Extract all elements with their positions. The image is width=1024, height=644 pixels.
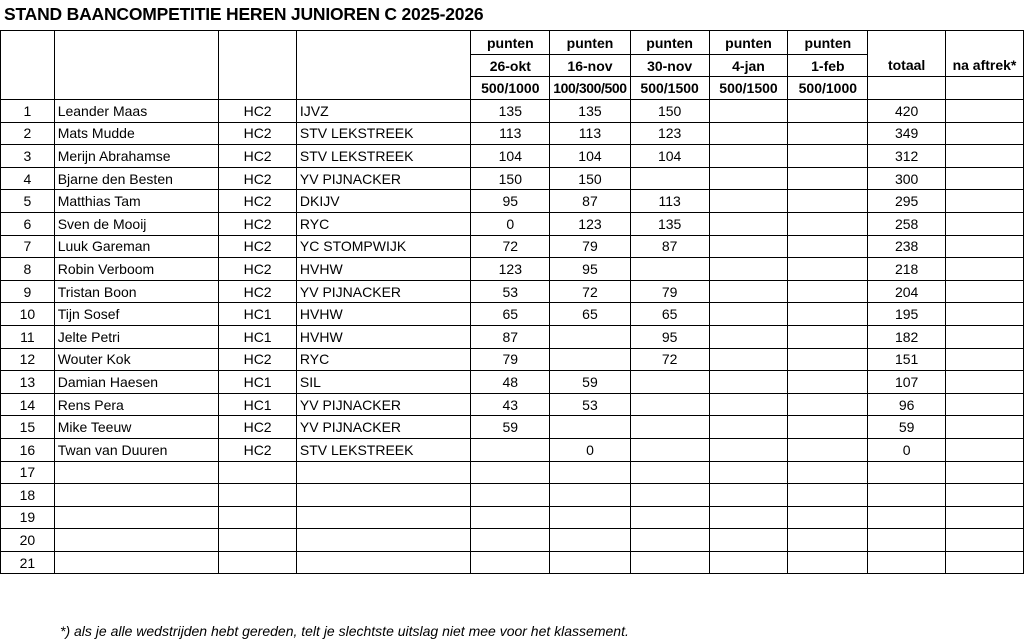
points-cell	[709, 348, 788, 371]
points-cell	[709, 235, 788, 258]
points-cell: 123	[550, 212, 630, 235]
rank-cell: 21	[1, 551, 55, 574]
class-cell: HC1	[219, 371, 297, 394]
points-cell	[709, 484, 788, 507]
na-aftrek-cell	[945, 212, 1023, 235]
header-totaal: totaal	[868, 55, 946, 77]
na-aftrek-cell	[945, 461, 1023, 484]
points-cell	[471, 461, 550, 484]
points-cell: 79	[550, 235, 630, 258]
points-cell	[471, 438, 550, 461]
na-aftrek-cell	[945, 438, 1023, 461]
points-cell	[788, 529, 868, 552]
rank-cell: 7	[1, 235, 55, 258]
points-cell	[709, 461, 788, 484]
table-row	[1, 280, 1024, 303]
class-cell	[219, 461, 297, 484]
name-cell: Leander Maas	[54, 100, 219, 123]
header-row-distances	[1, 77, 1024, 100]
club-cell	[296, 506, 470, 529]
table-row	[1, 551, 1024, 574]
points-cell	[550, 461, 630, 484]
points-cell: 59	[550, 371, 630, 394]
points-cell: 135	[550, 100, 630, 123]
na-aftrek-cell	[945, 167, 1023, 190]
header-empty	[868, 31, 946, 55]
rank-cell: 6	[1, 212, 55, 235]
points-cell	[709, 190, 788, 213]
table-row	[1, 122, 1024, 145]
points-cell: 79	[630, 280, 709, 303]
class-cell: HC2	[219, 235, 297, 258]
class-cell: HC2	[219, 416, 297, 439]
header-date: 30-nov	[630, 55, 709, 77]
points-cell: 87	[550, 190, 630, 213]
club-cell	[296, 551, 470, 574]
class-cell: HC2	[219, 145, 297, 168]
club-cell: IJVZ	[296, 100, 470, 123]
header-empty	[296, 55, 470, 77]
class-cell: HC2	[219, 190, 297, 213]
na-aftrek-cell	[945, 145, 1023, 168]
name-cell: Bjarne den Besten	[54, 167, 219, 190]
total-cell: 107	[868, 371, 946, 394]
points-cell	[630, 167, 709, 190]
na-aftrek-cell	[945, 100, 1023, 123]
table-row	[1, 100, 1024, 123]
sheet-title: STAND BAANCOMPETITIE HEREN JUNIOREN C 2025-2026	[4, 4, 484, 24]
points-cell: 123	[630, 122, 709, 145]
na-aftrek-cell	[945, 348, 1023, 371]
header-distance: 500/1500	[709, 77, 788, 100]
points-cell: 72	[550, 280, 630, 303]
points-cell	[709, 303, 788, 326]
total-cell: 420	[868, 100, 946, 123]
total-cell: 300	[868, 167, 946, 190]
name-cell: Wouter Kok	[54, 348, 219, 371]
table-row	[1, 416, 1024, 439]
class-cell: HC2	[219, 438, 297, 461]
points-cell	[788, 348, 868, 371]
points-cell	[788, 506, 868, 529]
class-cell	[219, 484, 297, 507]
points-cell: 95	[630, 325, 709, 348]
class-cell: HC1	[219, 393, 297, 416]
points-cell	[630, 393, 709, 416]
points-cell: 43	[471, 393, 550, 416]
points-cell: 65	[471, 303, 550, 326]
total-cell	[868, 461, 946, 484]
points-cell	[630, 461, 709, 484]
class-cell: HC2	[219, 348, 297, 371]
points-cell: 113	[471, 122, 550, 145]
header-date: 4-jan	[709, 55, 788, 77]
header-row-dates	[1, 55, 1024, 77]
points-cell	[788, 167, 868, 190]
rank-cell: 4	[1, 167, 55, 190]
points-cell: 79	[471, 348, 550, 371]
na-aftrek-cell	[945, 371, 1023, 394]
header-punten: punten	[709, 31, 788, 55]
na-aftrek-cell	[945, 280, 1023, 303]
points-cell: 135	[471, 100, 550, 123]
points-cell	[709, 258, 788, 281]
header-empty	[1, 31, 55, 55]
points-cell	[788, 416, 868, 439]
points-cell: 150	[630, 100, 709, 123]
total-cell: 238	[868, 235, 946, 258]
name-cell: Twan van Duuren	[54, 438, 219, 461]
na-aftrek-cell	[945, 529, 1023, 552]
rank-cell: 15	[1, 416, 55, 439]
rank-cell: 18	[1, 484, 55, 507]
club-cell: STV LEKSTREEK	[296, 438, 470, 461]
points-cell: 95	[471, 190, 550, 213]
points-cell	[709, 122, 788, 145]
total-cell: 182	[868, 325, 946, 348]
header-empty	[219, 31, 297, 55]
na-aftrek-cell	[945, 235, 1023, 258]
class-cell: HC1	[219, 325, 297, 348]
name-cell	[54, 506, 219, 529]
rank-cell: 1	[1, 100, 55, 123]
header-punten: punten	[630, 31, 709, 55]
rank-cell: 13	[1, 371, 55, 394]
club-cell: SIL	[296, 371, 470, 394]
table-row	[1, 506, 1024, 529]
points-cell	[788, 190, 868, 213]
table-row	[1, 461, 1024, 484]
class-cell: HC1	[219, 303, 297, 326]
header-empty	[219, 55, 297, 77]
points-cell	[709, 551, 788, 574]
header-punten: punten	[550, 31, 630, 55]
name-cell: Merijn Abrahamse	[54, 145, 219, 168]
header-punten: punten	[471, 31, 550, 55]
header-distance: 500/1000	[788, 77, 868, 100]
club-cell: STV LEKSTREEK	[296, 122, 470, 145]
class-cell: HC2	[219, 212, 297, 235]
points-cell: 104	[630, 145, 709, 168]
points-cell	[709, 529, 788, 552]
points-cell: 87	[630, 235, 709, 258]
class-cell: HC2	[219, 100, 297, 123]
points-cell	[788, 393, 868, 416]
points-cell: 53	[550, 393, 630, 416]
points-cell: 104	[471, 145, 550, 168]
points-cell: 113	[550, 122, 630, 145]
name-cell	[54, 529, 219, 552]
name-cell: Tristan Boon	[54, 280, 219, 303]
na-aftrek-cell	[945, 416, 1023, 439]
total-cell: 151	[868, 348, 946, 371]
na-aftrek-cell	[945, 393, 1023, 416]
header-date: 16-nov	[550, 55, 630, 77]
name-cell: Damian Haesen	[54, 371, 219, 394]
class-cell	[219, 506, 297, 529]
total-cell: 258	[868, 212, 946, 235]
class-cell	[219, 551, 297, 574]
points-cell	[788, 235, 868, 258]
name-cell: Luuk Gareman	[54, 235, 219, 258]
header-empty	[219, 77, 297, 100]
rank-cell: 2	[1, 122, 55, 145]
rank-cell: 10	[1, 303, 55, 326]
points-cell: 135	[630, 212, 709, 235]
name-cell	[54, 461, 219, 484]
points-cell	[788, 100, 868, 123]
name-cell: Matthias Tam	[54, 190, 219, 213]
points-cell	[788, 145, 868, 168]
points-cell	[550, 529, 630, 552]
points-cell	[709, 145, 788, 168]
header-distance: 500/1500	[630, 77, 709, 100]
name-cell: Robin Verboom	[54, 258, 219, 281]
header-distance: 100/300/500	[550, 77, 630, 100]
table-row	[1, 167, 1024, 190]
table-row	[1, 438, 1024, 461]
table-row	[1, 258, 1024, 281]
points-cell	[788, 122, 868, 145]
club-cell	[296, 529, 470, 552]
table-row	[1, 484, 1024, 507]
header-empty	[868, 77, 946, 100]
club-cell: YV PIJNACKER	[296, 280, 470, 303]
points-cell	[788, 461, 868, 484]
club-cell: STV LEKSTREEK	[296, 145, 470, 168]
rank-cell: 19	[1, 506, 55, 529]
class-cell	[219, 529, 297, 552]
points-cell	[788, 212, 868, 235]
table-row	[1, 325, 1024, 348]
points-cell	[709, 325, 788, 348]
na-aftrek-cell	[945, 484, 1023, 507]
points-cell	[788, 325, 868, 348]
club-cell: HVHW	[296, 258, 470, 281]
name-cell	[54, 551, 219, 574]
name-cell: Mike Teeuw	[54, 416, 219, 439]
points-cell: 87	[471, 325, 550, 348]
club-cell: RYC	[296, 212, 470, 235]
class-cell: HC2	[219, 280, 297, 303]
points-cell	[788, 280, 868, 303]
name-cell: Mats Mudde	[54, 122, 219, 145]
points-cell	[709, 416, 788, 439]
points-cell	[709, 393, 788, 416]
table-row	[1, 145, 1024, 168]
header-na-aftrek: na aftrek*	[945, 55, 1023, 77]
header-empty	[296, 31, 470, 55]
na-aftrek-cell	[945, 551, 1023, 574]
club-cell: YV PIJNACKER	[296, 393, 470, 416]
total-cell	[868, 529, 946, 552]
total-cell: 312	[868, 145, 946, 168]
header-date: 1-feb	[788, 55, 868, 77]
points-cell	[471, 529, 550, 552]
club-cell: HVHW	[296, 303, 470, 326]
header-empty	[945, 77, 1023, 100]
club-cell: RYC	[296, 348, 470, 371]
table-row	[1, 371, 1024, 394]
header-empty	[296, 77, 470, 100]
rank-cell: 12	[1, 348, 55, 371]
points-cell: 150	[471, 167, 550, 190]
points-cell	[630, 371, 709, 394]
club-cell: YV PIJNACKER	[296, 167, 470, 190]
header-punten: punten	[788, 31, 868, 55]
total-cell	[868, 551, 946, 574]
points-cell	[709, 212, 788, 235]
header-distance: 500/1000	[471, 77, 550, 100]
rank-cell: 9	[1, 280, 55, 303]
rank-cell: 11	[1, 325, 55, 348]
points-cell	[788, 258, 868, 281]
points-cell	[788, 371, 868, 394]
header-empty	[54, 31, 219, 55]
name-cell	[54, 484, 219, 507]
total-cell: 59	[868, 416, 946, 439]
name-cell: Rens Pera	[54, 393, 219, 416]
points-cell: 59	[471, 416, 550, 439]
points-cell	[550, 506, 630, 529]
na-aftrek-cell	[945, 303, 1023, 326]
na-aftrek-cell	[945, 325, 1023, 348]
points-cell	[550, 551, 630, 574]
table-row	[1, 190, 1024, 213]
footnote: *) als je alle wedstrijden hebt gereden, telt je slechtste uitslag niet mee voor het klassement.	[60, 623, 629, 639]
na-aftrek-cell	[945, 122, 1023, 145]
points-cell: 150	[550, 167, 630, 190]
points-cell	[788, 551, 868, 574]
table-row	[1, 235, 1024, 258]
rank-cell: 17	[1, 461, 55, 484]
points-cell	[788, 484, 868, 507]
points-cell: 123	[471, 258, 550, 281]
points-cell: 0	[550, 438, 630, 461]
rank-cell: 20	[1, 529, 55, 552]
header-empty	[1, 55, 55, 77]
header-empty	[54, 77, 219, 100]
total-cell	[868, 506, 946, 529]
header-empty	[54, 55, 219, 77]
points-cell	[471, 551, 550, 574]
club-cell	[296, 461, 470, 484]
total-cell: 349	[868, 122, 946, 145]
points-cell: 65	[630, 303, 709, 326]
class-cell: HC2	[219, 122, 297, 145]
points-cell	[630, 258, 709, 281]
points-cell	[709, 438, 788, 461]
club-cell: DKIJV	[296, 190, 470, 213]
points-cell	[709, 506, 788, 529]
points-cell: 95	[550, 258, 630, 281]
table-row	[1, 529, 1024, 552]
rank-cell: 8	[1, 258, 55, 281]
na-aftrek-cell	[945, 258, 1023, 281]
total-cell: 204	[868, 280, 946, 303]
points-cell	[709, 167, 788, 190]
total-cell: 218	[868, 258, 946, 281]
points-cell	[630, 438, 709, 461]
points-cell	[630, 551, 709, 574]
table-row	[1, 212, 1024, 235]
points-cell: 72	[630, 348, 709, 371]
points-cell	[630, 529, 709, 552]
header-row-punten	[1, 31, 1024, 55]
total-cell	[868, 484, 946, 507]
club-cell: HVHW	[296, 325, 470, 348]
points-cell: 0	[471, 212, 550, 235]
header-empty	[1, 77, 55, 100]
table-row	[1, 393, 1024, 416]
points-cell	[550, 416, 630, 439]
name-cell: Sven de Mooij	[54, 212, 219, 235]
points-cell	[788, 303, 868, 326]
total-cell: 195	[868, 303, 946, 326]
points-cell	[709, 100, 788, 123]
table-row	[1, 348, 1024, 371]
points-cell	[471, 484, 550, 507]
na-aftrek-cell	[945, 190, 1023, 213]
points-cell	[471, 506, 550, 529]
points-cell: 72	[471, 235, 550, 258]
name-cell: Jelte Petri	[54, 325, 219, 348]
name-cell: Tijn Sosef	[54, 303, 219, 326]
standings-table	[0, 30, 1024, 574]
points-cell: 104	[550, 145, 630, 168]
club-cell: YC STOMPWIJK	[296, 235, 470, 258]
rank-cell: 14	[1, 393, 55, 416]
rank-cell: 16	[1, 438, 55, 461]
na-aftrek-cell	[945, 506, 1023, 529]
points-cell	[550, 348, 630, 371]
total-cell: 0	[868, 438, 946, 461]
points-cell	[788, 438, 868, 461]
rank-cell: 5	[1, 190, 55, 213]
club-cell: YV PIJNACKER	[296, 416, 470, 439]
points-cell: 65	[550, 303, 630, 326]
rank-cell: 3	[1, 145, 55, 168]
club-cell	[296, 484, 470, 507]
points-cell	[550, 325, 630, 348]
points-cell: 113	[630, 190, 709, 213]
header-date: 26-okt	[471, 55, 550, 77]
table-row	[1, 303, 1024, 326]
points-cell	[630, 484, 709, 507]
points-cell	[709, 371, 788, 394]
points-cell	[630, 416, 709, 439]
points-cell: 53	[471, 280, 550, 303]
header-empty	[945, 31, 1023, 55]
class-cell: HC2	[219, 258, 297, 281]
points-cell: 48	[471, 371, 550, 394]
points-cell	[550, 484, 630, 507]
total-cell: 96	[868, 393, 946, 416]
points-cell	[630, 506, 709, 529]
class-cell: HC2	[219, 167, 297, 190]
total-cell: 295	[868, 190, 946, 213]
points-cell	[709, 280, 788, 303]
